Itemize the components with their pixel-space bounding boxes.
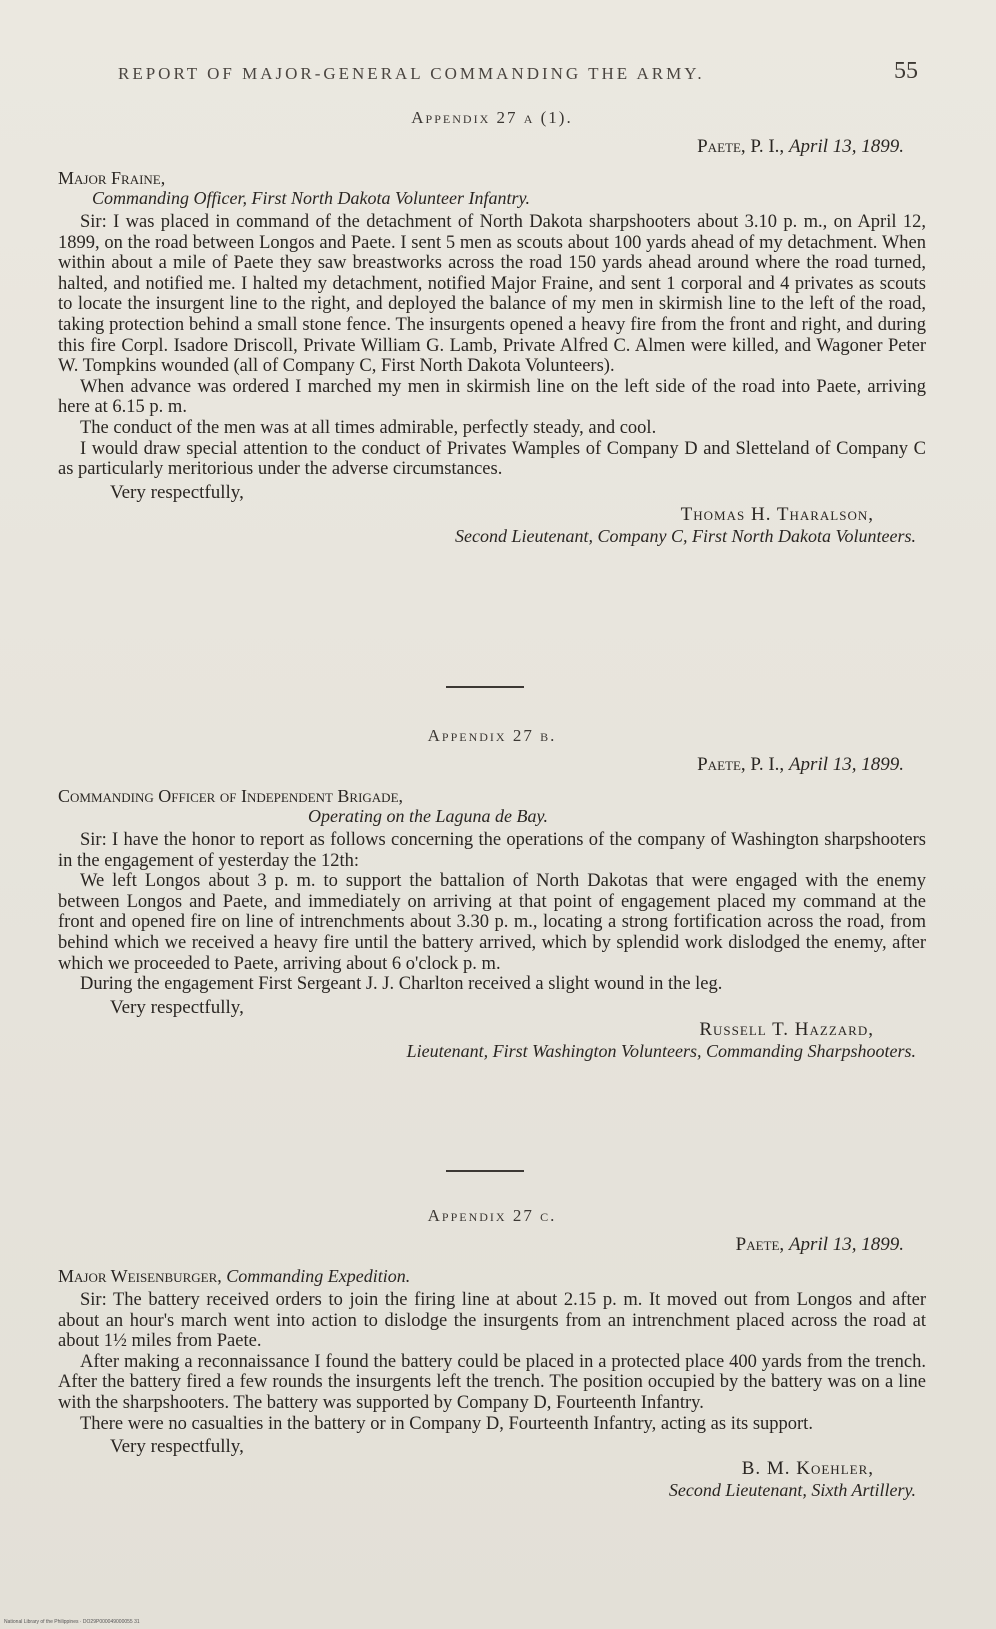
paragraph: When advance was ordered I marched my men in skirmish line on the left side of the road into Paete, arriving here at 6.15 p. m. [58,376,926,418]
dateline-place: Paete, P. I., [697,754,789,775]
addressee [58,786,926,826]
appendix-27b [58,726,926,1062]
letter-body [58,830,926,995]
addressee-name: Major Weisenburger, [58,1266,227,1286]
paragraph: Sir: I was placed in command of the detachment of North Dakota sharpshooters about 3.10 p. m., on April 12, 1899, on the road between Longos and Paete. I sent 5 men as scouts about 100 yards ahead of my detachment. When within about a mile of Paete they saw breastworks across the road 150 yards ahead around where the road turned, halted, and notified me. I halted my detachment, notified Major Fraine, and sent 1 corporal and 4 privates as scouts to locate the insurgent line to the right, and deployed the balance of my men in skirmish line to the left of the road, taking protection behind a small stone fence. The insurgents opened a heavy fire from the front and right, and during this fire Corpl. Isadore Driscoll, Private William G. Lamb, Private Alfred C. Almen were killed, and Wagoner Peter W. Tompkins wounded (all of Company C, First North Dakota Volunteers). [58,212,926,377]
letter-body [58,1290,926,1434]
dateline-date: April 13, 1899. [788,136,904,157]
dateline-date: April 13, 1899. [788,754,904,775]
paragraph: There were no casualties in the battery or in Company D, Fourteenth Infantry, acting as its support. [80,1413,813,1434]
paragraph: I would draw special attention to the conduct of Privates Wamples of Company D and Sletteland of Company C as particularly meritorious under the adverse circumstances. [58,438,926,480]
section-divider [446,1170,524,1172]
dateline [58,754,926,776]
signer-name: Thomas H. Tharalson, [680,503,874,525]
running-head: REPORT OF MAJOR-GENERAL COMMANDING THE ARMY. [118,64,705,83]
appendix-27c [58,1206,926,1501]
addressee-name: Major Fraine, [58,168,166,188]
signer-name: B. M. Koehler, [741,1458,874,1480]
appendix-27a [58,108,926,547]
page-header [118,58,918,88]
signer-title: Second Lieutenant, Company C, First North Dakota Volunteers. [455,525,916,546]
letter-body [58,212,926,480]
dateline-place: Paete, P. I., [697,136,789,157]
closing: Very respectfully, [110,481,244,503]
addressee-title: Commanding Officer, First North Dakota Volunteer Infantry. [92,188,530,208]
appendix-heading: Appendix 27 a (1). [411,108,573,127]
closing: Very respectfully, [110,1436,244,1458]
paragraph: Sir: I have the honor to report as follows concerning the operations of the company of Washington sharpshooters in the engagement of yesterday the 12th: [58,830,926,871]
section-divider [446,686,524,688]
paragraph: We left Longos about 3 p. m. to support the battalion of North Dakotas that were engaged with the enemy between Longos and Paete, and immediately on arriving at that point of engagement placed my command at the front and opened fire on line of intrenchments about 3.30 p. m., locating a strong fortification across the road, from behind which we received a heavy fire until the battery arrived, which by splendid work dislodged the enemy, after which we proceeded to Paete, arriving about 6 o'clock p. m. [58,871,926,974]
signer-title: Second Lieutenant, Sixth Artillery. [668,1480,916,1501]
signer-name: Russell T. Hazzard, [699,1018,874,1040]
addressee-title: Operating on the Laguna de Bay. [308,806,548,826]
paragraph: After making a reconnaissance I found the battery could be placed in a protected place 400 yards from the trench. After the battery fired a few rounds the insurgents left the trench. The position occupied by the battery was on a line with the sharpshooters. The battery was supported by Company D, Fourteenth Infantry. [58,1351,926,1413]
closing: Very respectfully, [110,996,244,1018]
paragraph: During the engagement First Sergeant J. J. Charlton received a slight wound in the leg. [80,974,723,995]
dateline [58,136,926,158]
signer-title: Lieutenant, First Washington Volunteers, Commanding Sharpshooters. [406,1040,916,1061]
archive-footer: National Library of the Philippines · DO29P000049000055 31 [4,1619,140,1625]
page-number: 55 [894,58,918,84]
paragraph: Sir: The battery received orders to join the firing line at about 2.15 p. m. It moved out from Longos and after about an hour's march went into action to dislodge the insurgents from an intrenchment placed across the road at about 1½ miles from Paete. [58,1290,926,1352]
addressee [58,1266,926,1286]
paragraph: The conduct of the men was at all times admirable, perfectly steady, and cool. [80,417,657,438]
dateline-place: Paete, [735,1234,789,1255]
dateline-date: April 13, 1899. [788,1234,904,1255]
addressee-name: Commanding Officer of Independent Brigade, [58,786,404,806]
addressee-title: Commanding Expedition. [226,1266,411,1286]
appendix-heading: Appendix 27 c. [427,1206,557,1225]
appendix-heading: Appendix 27 b. [427,726,557,745]
dateline [58,1234,926,1256]
addressee [58,168,926,208]
